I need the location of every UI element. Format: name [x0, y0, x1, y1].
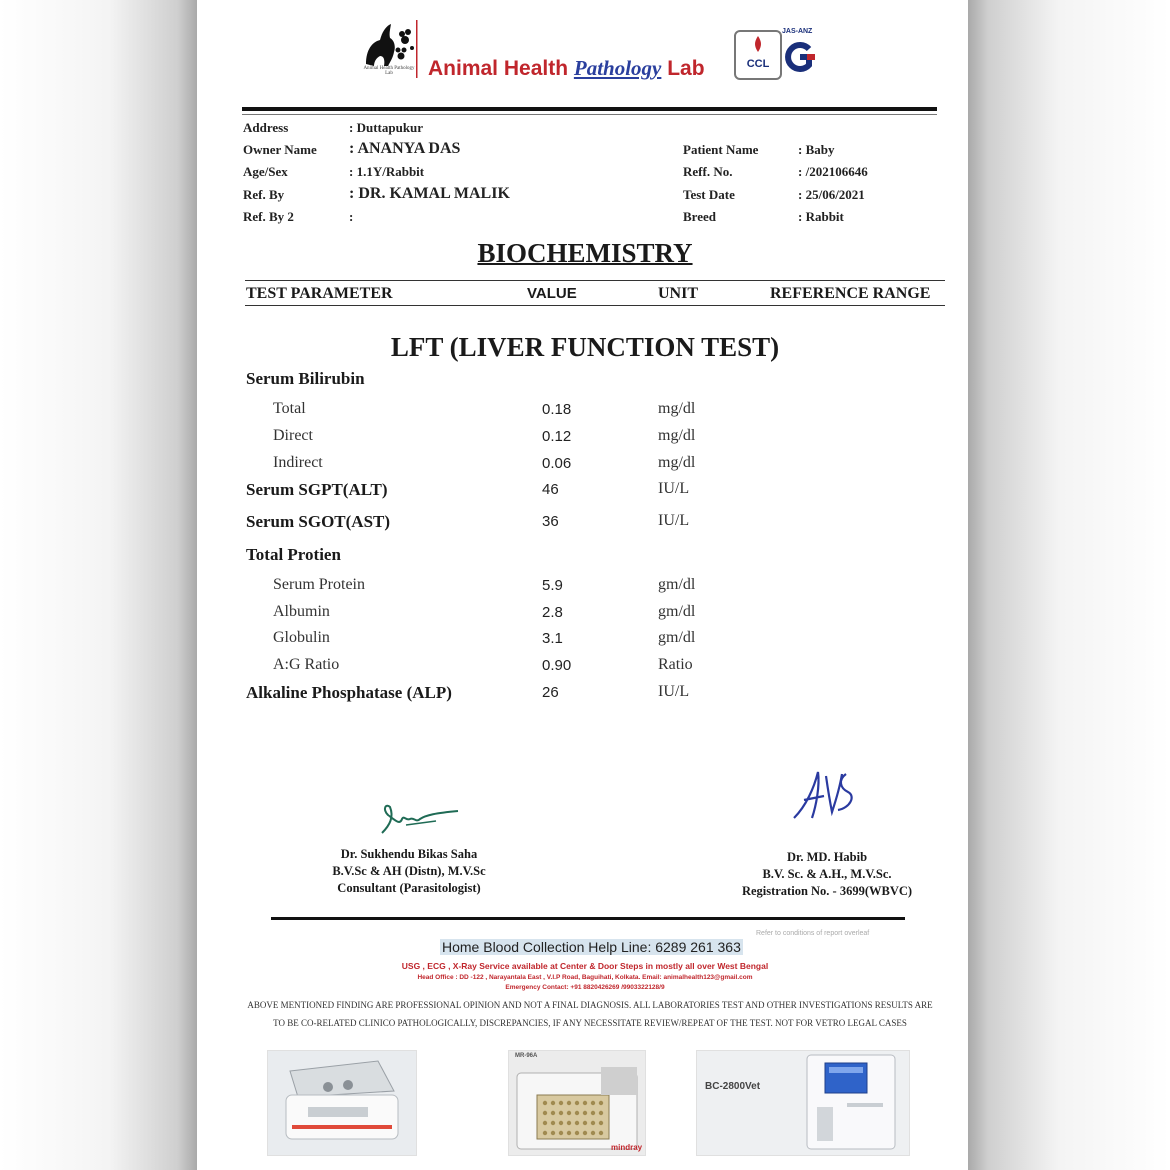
lab-name-part3: Lab [667, 57, 705, 80]
owner-label: Owner Name [243, 142, 317, 157]
result-value: 5.9 [542, 577, 563, 594]
right-signatory-registration: Registration No. - 3699(WBVC) [741, 884, 913, 898]
result-unit: gm/dl [658, 576, 696, 593]
result-value: 46 [542, 481, 559, 498]
right-background-shadow [968, 0, 1170, 1170]
group-serum-bilirubin: Serum Bilirubin [246, 369, 365, 388]
reff-no-value: : /202106646 [798, 164, 868, 179]
result-value: 36 [542, 513, 559, 530]
right-signatory-qualification: B.V. Sc. & A.H., M.V.Sc. [762, 867, 892, 881]
breed-label: Breed [683, 209, 716, 224]
result-value: 0.90 [542, 657, 572, 674]
column-header-unit: UNIT [658, 285, 699, 302]
result-name: Albumin [273, 603, 330, 620]
ref-by-label: Ref. By [243, 187, 285, 202]
jas-anz-label: JAS-ANZ [782, 28, 813, 35]
left-signatory-name: Dr. Sukhendu Bikas Saha [340, 847, 478, 861]
helpline-text: Home Blood Collection Help Line: 6289 261 363 [442, 939, 741, 955]
refer-conditions-note: Refer to conditions of report overleaf [756, 930, 870, 937]
lab-name-part2: Pathology [573, 56, 662, 80]
group-total-protein: Total Protien [246, 545, 341, 564]
owner-value: : ANANYA DAS [349, 140, 461, 157]
footer-divider [271, 917, 905, 920]
right-signature-icon [786, 766, 860, 828]
result-unit: mg/dl [658, 427, 696, 444]
section-title [0, 238, 1170, 269]
column-header-value: VALUE [527, 285, 577, 302]
analyzer-machine-icon [268, 1051, 416, 1155]
result-name: Direct [273, 427, 313, 444]
result-name: Indirect [273, 454, 323, 471]
disclaimer-text: ABOVE MENTIONED FINDING ARE PROFESSIONAL OPINION AND NOT A FINAL DIAGNOSIS. ALL LABORATORIES TEST AND OTHER INVESTIGATIONS RESULTS ARE TO BE CO-RELATED CLINICO PATHOLOGICALLY, DISCREPANCIES, IF ANY NECESSITATE REVIEW/REPEAT OF THE TEST. NOT FOR VETRO LEGAL CASES [247, 1000, 933, 1028]
hematology-model-label: BC-2800Vet [705, 1081, 761, 1092]
result-name: A:G Ratio [273, 656, 340, 673]
header-divider-thin [242, 114, 937, 115]
test-title: LFT (LIVER FUNCTION TEST) [390, 332, 780, 362]
result-name: Globulin [273, 629, 330, 646]
result-unit: gm/dl [658, 629, 696, 646]
column-header-top-rule [245, 280, 945, 281]
right-signatory-block [718, 849, 936, 900]
result-unit: gm/dl [658, 603, 696, 620]
result-name-bold: Alkaline Phosphatase (ALP) [246, 683, 452, 702]
breed-value: : Rabbit [798, 209, 844, 224]
ref-by-2-label: Ref. By 2 [243, 209, 294, 224]
address-value: : Duttapukur [349, 120, 424, 135]
result-unit: IU/L [658, 512, 690, 529]
result-value: 0.12 [542, 428, 572, 445]
result-name-bold: Serum SGPT(ALT) [246, 480, 388, 499]
result-value: 2.8 [542, 604, 563, 621]
left-background-shadow [0, 0, 197, 1170]
ref-by-2-value: : [349, 209, 354, 224]
jas-anz-logo-icon [783, 40, 817, 74]
result-unit: IU/L [658, 683, 690, 700]
result-name: Total [273, 400, 306, 417]
hematology-analyzer-image [696, 1050, 910, 1156]
left-signatory-block [300, 846, 518, 897]
left-signature-icon [376, 795, 462, 841]
column-header-parameter: TEST PARAMETER [246, 285, 393, 302]
reff-no-label: Reff. No. [683, 164, 733, 179]
logo-subtext: Animal Health Pathology Lab [363, 66, 415, 76]
address-label: Address [243, 120, 289, 135]
patient-name-label: Patient Name [683, 142, 759, 157]
column-header-reference-range: REFERENCE RANGE [770, 285, 931, 302]
test-date-label: Test Date [683, 187, 735, 202]
hematology-analyzer-icon [697, 1051, 909, 1155]
left-signatory-role: Consultant (Parasitologist) [337, 881, 481, 895]
patient-name-value: : Baby [798, 142, 835, 157]
result-value: 3.1 [542, 630, 563, 647]
header-divider [242, 107, 937, 111]
ccl-certification-logo [734, 30, 782, 80]
lab-name [428, 56, 705, 81]
result-value: 0.18 [542, 401, 572, 418]
result-name-bold: Serum SGOT(AST) [246, 512, 391, 531]
elisa-brand-label: mindray [611, 1143, 643, 1152]
column-header-bottom-rule [245, 305, 945, 306]
head-office-text: Head Office : DD -122 , Narayantala East , V.I.P Road, Baguihati, Kolkata. Email: animalhealth123@gmail.com [417, 974, 753, 981]
services-text: USG , ECG , X-Ray Service available at Center & Door Steps in mostly all over West Bengal [401, 961, 769, 971]
age-sex-label: Age/Sex [243, 164, 288, 179]
right-signatory-name: Dr. MD. Habib [786, 850, 868, 864]
test-date-value: : 25/06/2021 [798, 187, 865, 202]
elisa-reader-image [508, 1050, 646, 1156]
result-value: 26 [542, 684, 559, 701]
elisa-reader-icon [509, 1051, 645, 1155]
result-unit: mg/dl [658, 400, 696, 417]
result-value: 0.06 [542, 455, 572, 472]
result-name: Serum Protein [273, 576, 365, 593]
result-unit: IU/L [658, 480, 690, 497]
result-unit: mg/dl [658, 454, 696, 471]
elisa-model-label: MR-96A [515, 1053, 538, 1059]
ref-by-value: : DR. KAMAL MALIK [349, 185, 510, 202]
result-unit: Ratio [658, 656, 693, 673]
left-signatory-qualification: B.V.Sc & AH (Distn), M.V.Sc [332, 864, 486, 878]
age-sex-value: : 1.1Y/Rabbit [349, 164, 425, 179]
flame-icon [736, 32, 780, 56]
emergency-contact-text: Emergency Contact: +91 8820426269 /9903322128/9 [505, 984, 665, 991]
ccl-label: CCL [746, 58, 770, 70]
section-title-text: BIOCHEMISTRY [477, 238, 693, 268]
lab-name-part1: Animal Health [428, 57, 569, 80]
biochemistry-analyzer-image [267, 1050, 417, 1156]
